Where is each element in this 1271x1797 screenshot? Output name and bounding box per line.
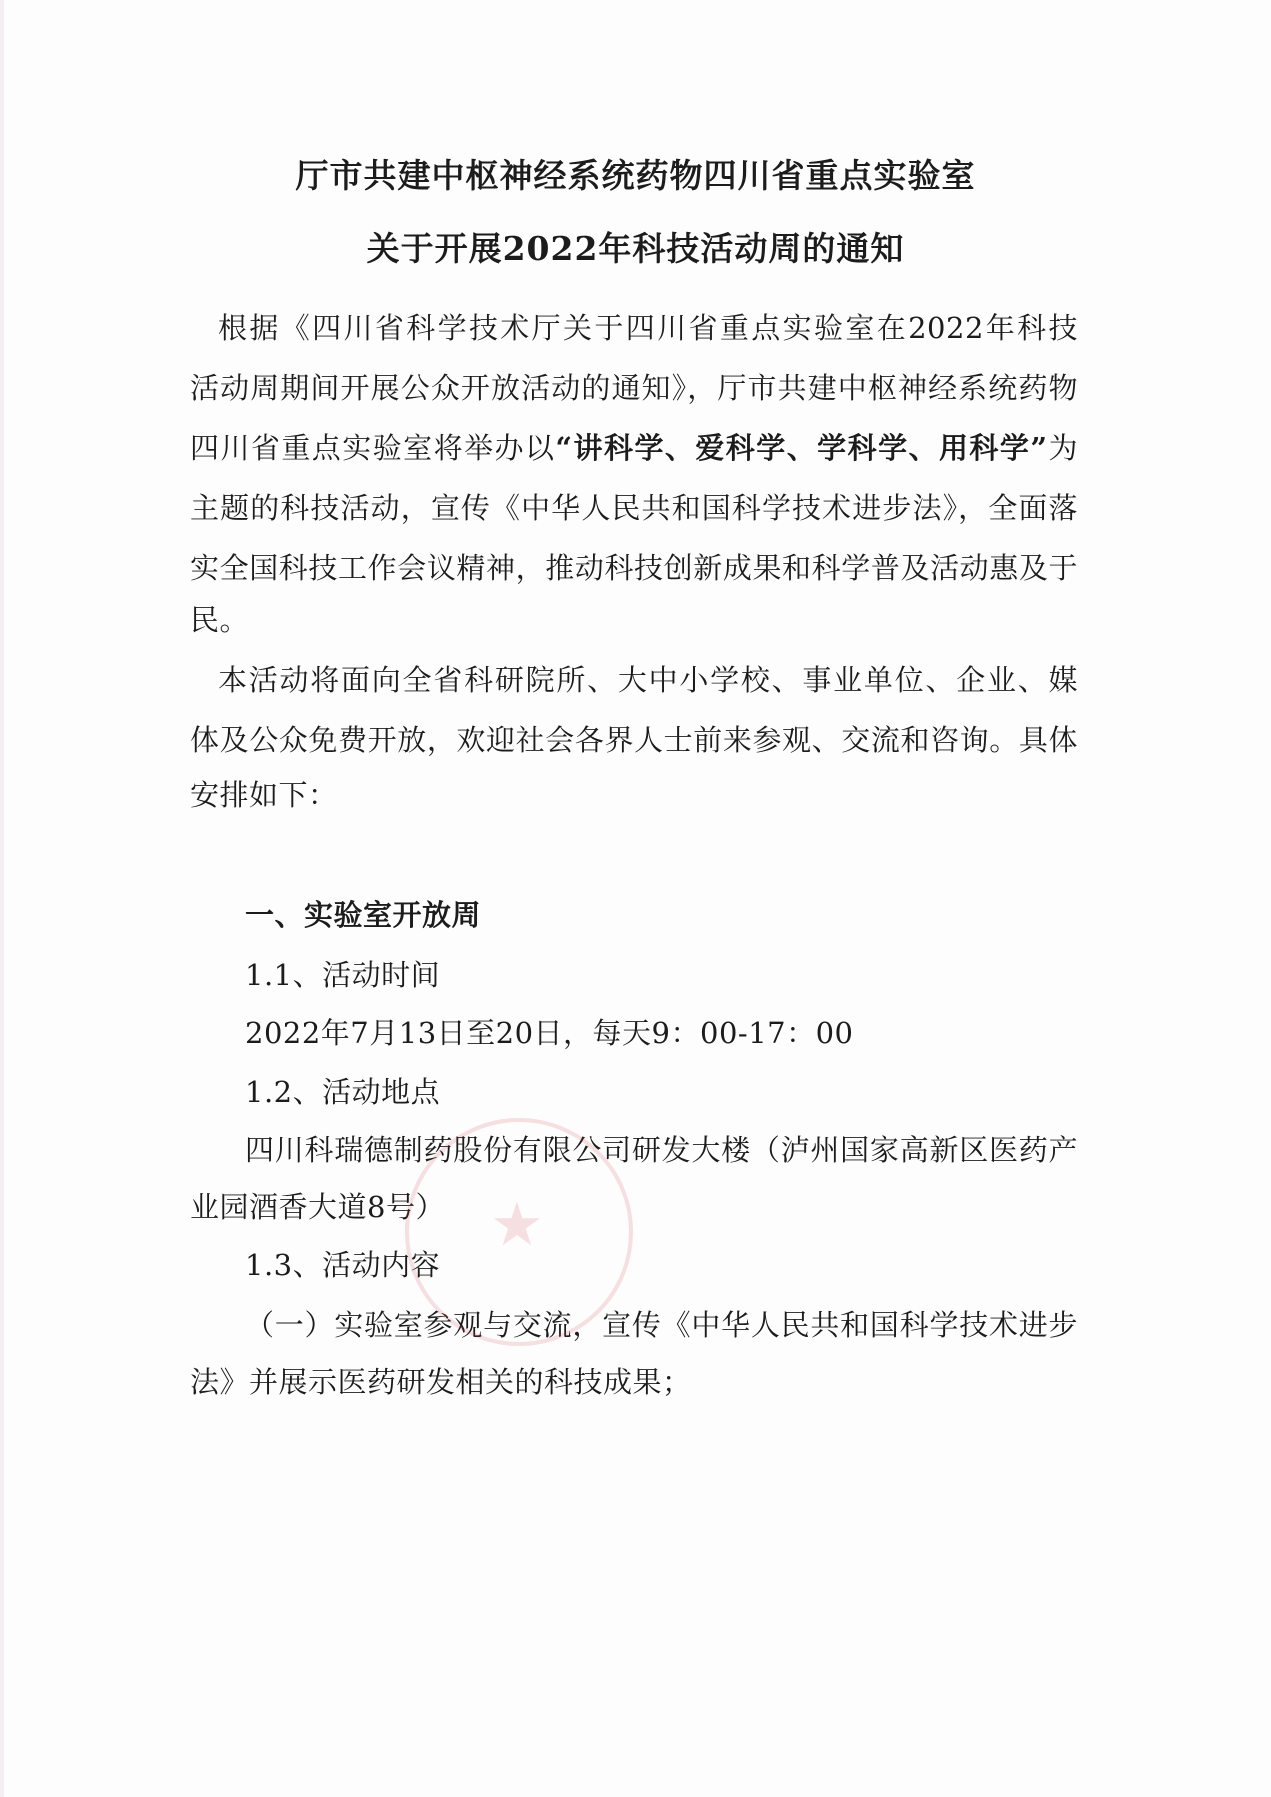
title-line-1: 厅市共建中枢神经系统药物四川省重点实验室: [295, 156, 976, 195]
para2-line1: 本活动将面向全省科研院所、大中小学校、事业单位、企业、媒: [218, 663, 1078, 697]
para1-line4: 主题的科技活动，宣传《中华人民共和国科学技术进步法》，全面落: [190, 491, 1078, 525]
content-line1: （一）实验室参观与交流，宣传《中华人民共和国科学技术进步: [245, 1308, 1078, 1342]
para1-line6: 民。: [190, 603, 250, 637]
content-line2: 法》并展示医药研发相关的科技成果；: [190, 1365, 692, 1399]
para2-line3: 安排如下：: [190, 778, 338, 812]
content-label: 1.3、活动内容: [245, 1248, 441, 1282]
para1-line1: 根据《四川省科学技术厅关于四川省重点实验室在2022年科技: [218, 311, 1078, 345]
para1-line3-post: 为: [1047, 431, 1078, 465]
para1-line3: [190, 428, 1078, 468]
theme-slogan: “讲科学、爱科学、学科学、用科学”: [555, 431, 1048, 465]
place-label: 1.2、活动地点: [245, 1075, 441, 1109]
para1-line3-pre: 四川省重点实验室将举办以: [190, 431, 556, 465]
place-line2: 业园酒香大道8号）: [190, 1190, 445, 1224]
title-line-2: 关于开展2022年科技活动周的通知: [366, 229, 905, 268]
section1-heading: 一、实验室开放周: [245, 898, 482, 932]
seal-star-icon: ★: [490, 1190, 544, 1260]
para1-line5: 实全国科技工作会议精神，推动科技创新成果和科学普及活动惠及于: [190, 551, 1078, 585]
place-line1: 四川科瑞德制药股份有限公司研发大楼（泸州国家高新区医药产: [245, 1133, 1078, 1167]
time-label: 1.1、活动时间: [245, 958, 441, 992]
para1-line2: 活动周期间开展公众开放活动的通知》，厅市共建中枢神经系统药物: [190, 371, 1078, 405]
time-value: 2022年7月13日至20日，每天9：00-17：00: [245, 1016, 854, 1050]
para2-line2: 体及公众免费开放，欢迎社会各界人士前来参观、交流和咨询。具体: [190, 723, 1078, 757]
